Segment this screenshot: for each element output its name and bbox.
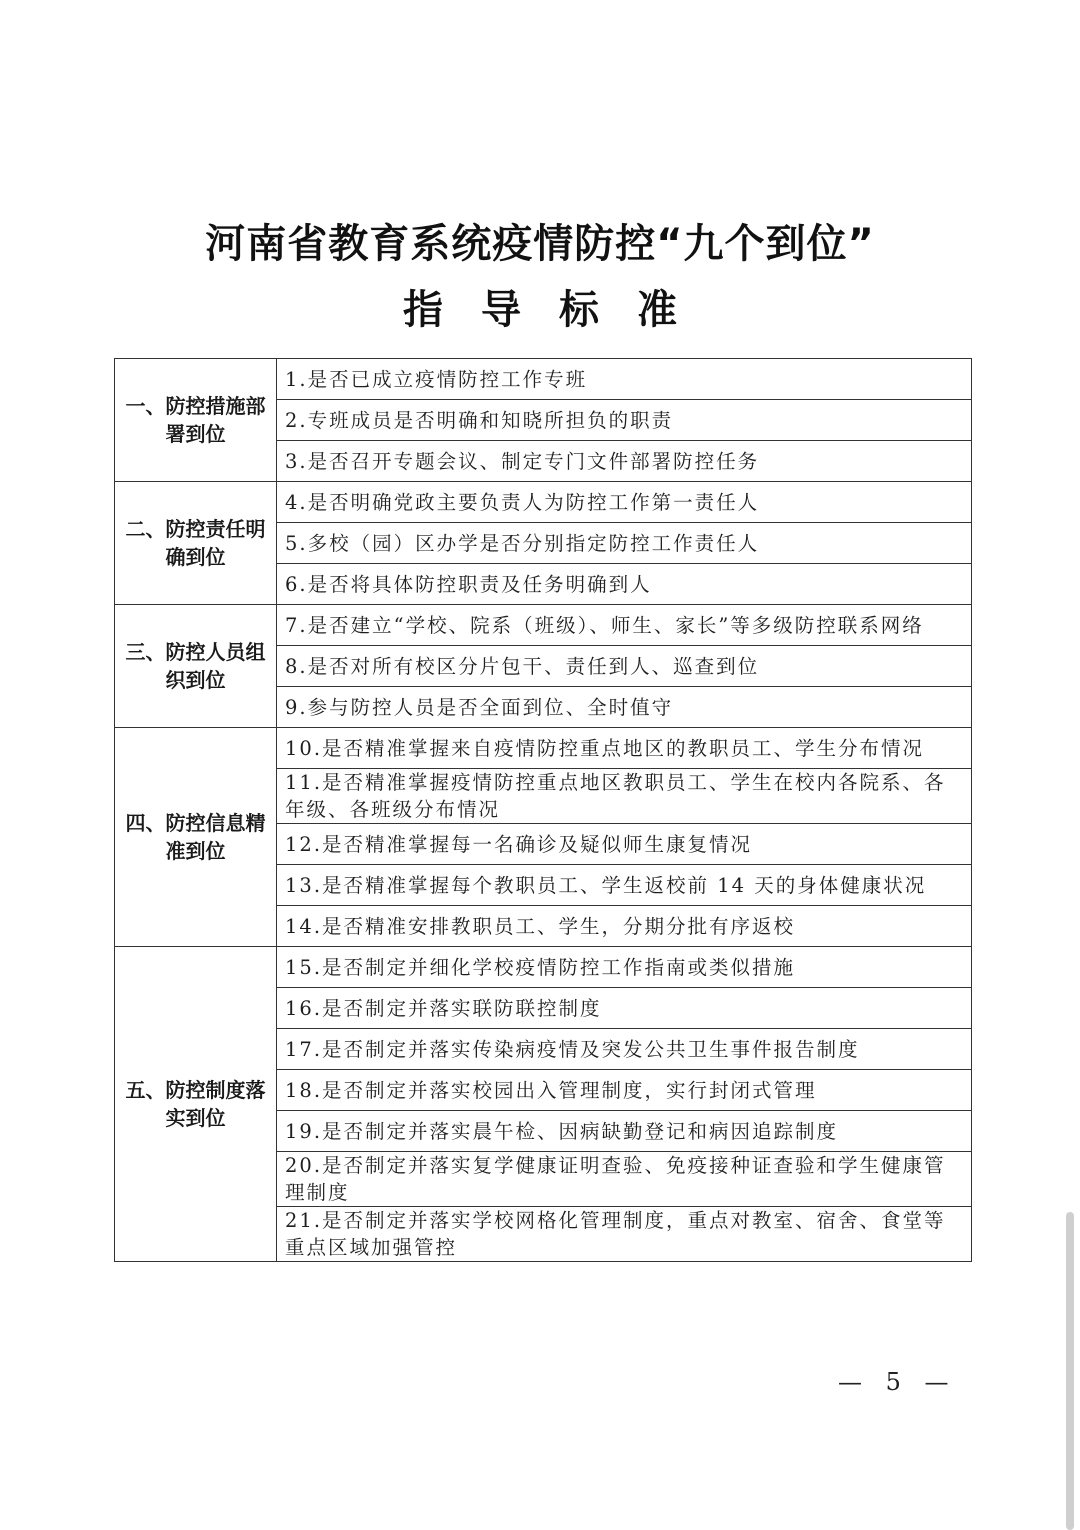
item-cell: 5.多校（园）区办学是否分别指定防控工作责任人 [277, 523, 972, 564]
item-cell: 9.参与防控人员是否全面到位、全时值守 [277, 687, 972, 728]
vertical-scrollbar[interactable] [1066, 1212, 1074, 1530]
item-cell: 12.是否精准掌握每一名确诊及疑似师生康复情况 [277, 824, 972, 865]
item-cell: 18.是否制定并落实校园出入管理制度，实行封闭式管理 [277, 1070, 972, 1111]
category-cell: 四、防控信息精准到位 [115, 728, 277, 947]
table-row [115, 728, 972, 769]
item-cell: 19.是否制定并落实晨午检、因病缺勤登记和病因追踪制度 [277, 1111, 972, 1152]
table-row [115, 605, 972, 646]
item-cell: 1.是否已成立疫情防控工作专班 [277, 359, 972, 400]
item-cell: 7.是否建立“学校、院系（班级）、师生、家长”等多级防控联系网络 [277, 605, 972, 646]
table-row [115, 359, 972, 400]
item-cell: 2.专班成员是否明确和知晓所担负的职责 [277, 400, 972, 441]
item-cell: 21.是否制定并落实学校网格化管理制度，重点对教室、宿舍、食堂等重点区域加强管控 [277, 1207, 972, 1262]
item-cell: 10.是否精准掌握来自疫情防控重点地区的教职员工、学生分布情况 [277, 728, 972, 769]
category-cell: 三、防控人员组织到位 [115, 605, 277, 728]
item-cell: 13.是否精准掌握每个教职员工、学生返校前 14 天的身体健康状况 [277, 865, 972, 906]
category-cell: 一、防控措施部署到位 [115, 359, 277, 482]
standards-table [114, 358, 972, 1262]
category-cell: 二、防控责任明确到位 [115, 482, 277, 605]
item-cell: 8.是否对所有校区分片包干、责任到人、巡查到位 [277, 646, 972, 687]
item-cell: 4.是否明确党政主要负责人为防控工作第一责任人 [277, 482, 972, 523]
category-cell: 五、防控制度落实到位 [115, 947, 277, 1262]
item-cell: 14.是否精准安排教职员工、学生，分期分批有序返校 [277, 906, 972, 947]
item-cell: 6.是否将具体防控职责及任务明确到人 [277, 564, 972, 605]
page-number: — 5 — [838, 1368, 957, 1396]
document-subtitle: 指导标准 [403, 287, 715, 333]
item-cell: 15.是否制定并细化学校疫情防控工作指南或类似措施 [277, 947, 972, 988]
table-row [115, 482, 972, 523]
item-cell: 17.是否制定并落实传染病疫情及突发公共卫生事件报告制度 [277, 1029, 972, 1070]
item-cell: 16.是否制定并落实联防联控制度 [277, 988, 972, 1029]
document-title: 河南省教育系统疫情防控“九个到位” [205, 221, 875, 267]
item-cell: 11.是否精准掌握疫情防控重点地区教职员工、学生在校内各院系、各年级、各班级分布情况 [277, 769, 972, 824]
table-row [115, 947, 972, 988]
item-cell: 20.是否制定并落实复学健康证明查验、免疫接种证查验和学生健康管理制度 [277, 1152, 972, 1207]
item-cell: 3.是否召开专题会议、制定专门文件部署防控任务 [277, 441, 972, 482]
